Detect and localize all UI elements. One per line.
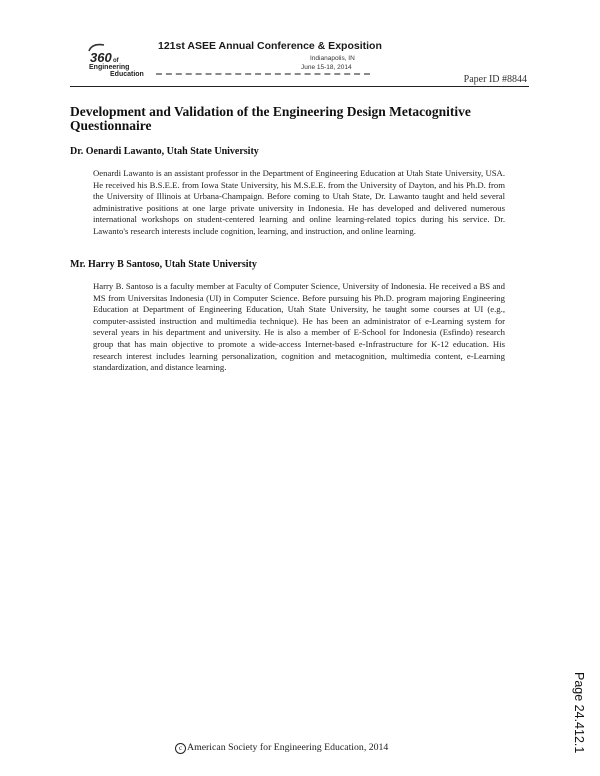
paper-id: Paper ID #8844 bbox=[463, 74, 527, 85]
header-divider bbox=[70, 86, 529, 87]
author-name: Mr. Harry B Santoso, Utah State University bbox=[70, 259, 257, 270]
copyright-footer bbox=[175, 742, 388, 754]
logo-graphic bbox=[86, 40, 156, 80]
page-number: Page 24.412.1 bbox=[572, 672, 586, 754]
conference-location: Indianapolis, IN bbox=[310, 55, 355, 62]
author-bio: Harry B. Santoso is a faculty member at Faculty of Computer Science, University of Indonesia. He received a BS and MS from Universitas Indonesia (UI) in Computer Science. Before pursuing his Ph.D. program majoring Engineering Education at Department of Engineering Education, Utah State University, he taught some courses at UI (e.g., computer-assisted instruction and multimedia technique). He has been an administrator of e-Learning system for several years in his department and university. He is also a member of E-School for Indonesia (Esfindo) research group that has main objective to promote a wide-access Internet-based e-Infrastructure for K-12 education. His research interest includes learning personalization, cognition and metacognition, multimedia content, e-Learning standardization, and distance learning. bbox=[93, 281, 505, 373]
logo-line2-text: Education bbox=[110, 71, 144, 78]
logo-line1-text: Engineering bbox=[89, 64, 130, 71]
copyright-text: American Society for Engineering Education, 2014 bbox=[187, 742, 389, 753]
paper-title: Development and Validation of the Engineering Design Metacognitive Questionnaire bbox=[70, 104, 471, 133]
conference-title: 121st ASEE Annual Conference & Exposition bbox=[158, 40, 382, 52]
asee-360-logo bbox=[86, 40, 156, 80]
logo-big-text: 360 bbox=[90, 50, 112, 65]
header-dash-divider bbox=[156, 73, 370, 75]
logo-of-text: of bbox=[113, 58, 119, 64]
copyright-symbol: c bbox=[175, 743, 186, 754]
author-name: Dr. Oenardi Lawanto, Utah State University bbox=[70, 146, 259, 157]
author-bio: Oenardi Lawanto is an assistant professor in the Department of Engineering Education at Utah State University, USA. He received his B.S.E.E. from Iowa State University, his M.S.E.E. from the University of Dayton, and his Ph.D. from the University of Illinois at Urbana-Champaign. Before coming to Utah State, Dr. Lawanto taught and held several administrative positions at one large private university in Indonesia. He has developed and delivered numerous international workshops on student-centered learning and online learning-related topics during his service. Dr. Lawanto's research interests include cognition, learning, and instruction, and online learning. bbox=[93, 168, 505, 236]
conference-dates: June 15-18, 2014 bbox=[301, 64, 352, 71]
